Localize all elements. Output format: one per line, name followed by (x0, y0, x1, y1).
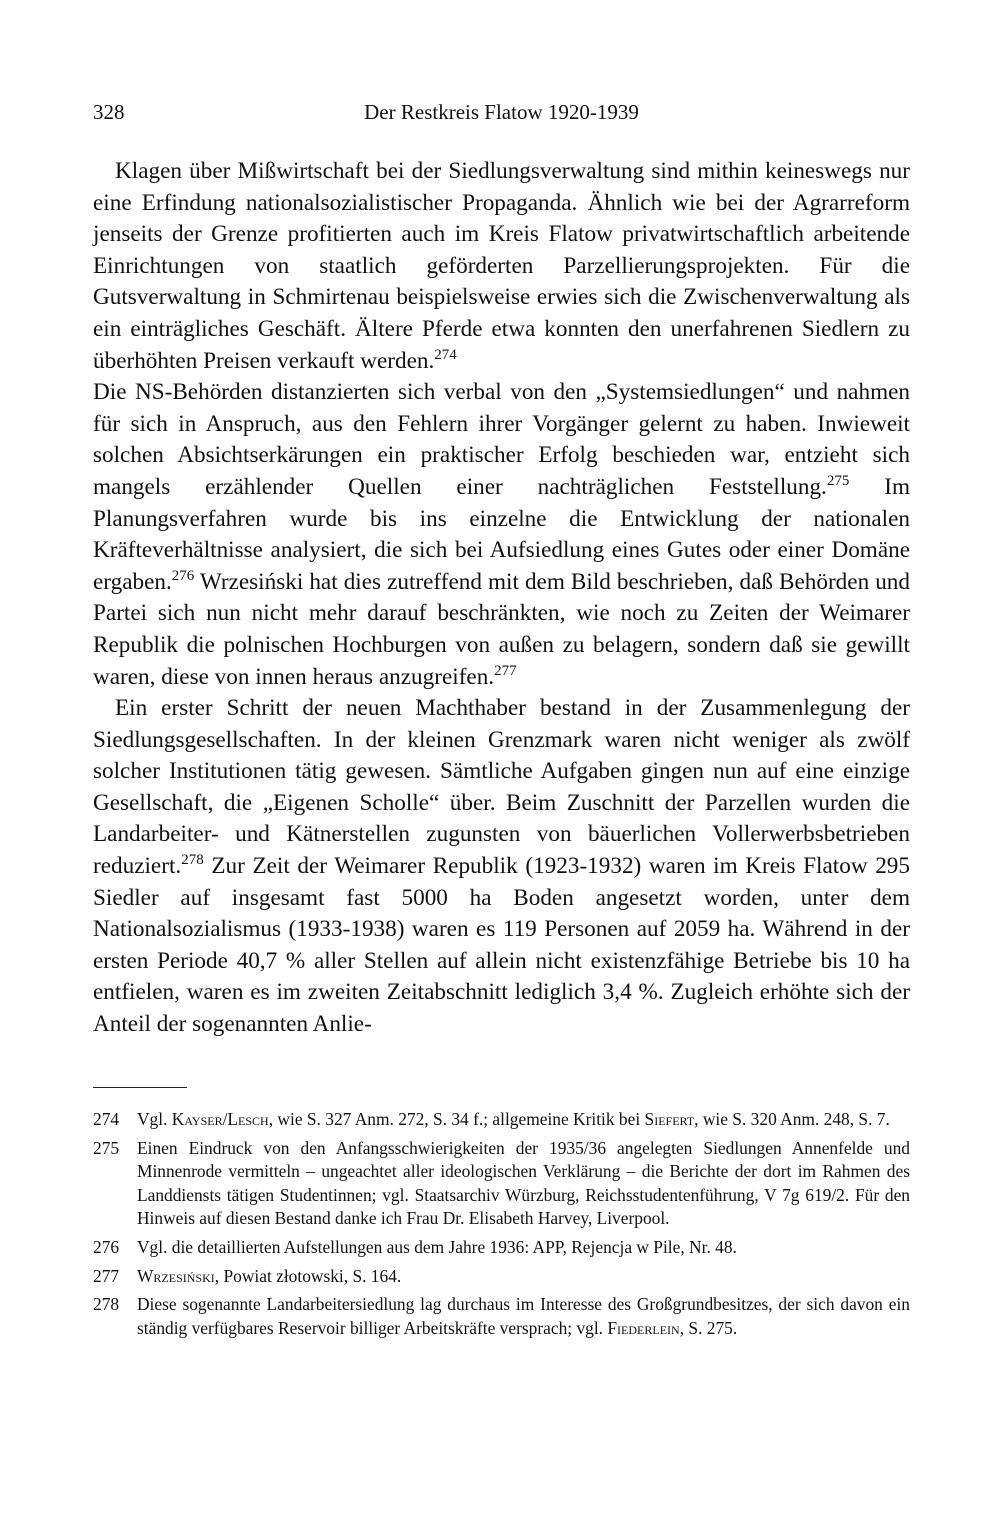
main-text (93, 156, 910, 1041)
footnote-ref: 278 (181, 852, 204, 869)
running-title: Der Restkreis Flatow 1920-1939 (364, 100, 639, 124)
footnote-275 (93, 1137, 910, 1231)
footnote-ref: 276 (171, 567, 195, 584)
footnotes (93, 1108, 910, 1345)
footnote-number: 277 (93, 1265, 120, 1286)
footnote-text: Diese sogenannte Landarbeitersiedlung lag durchaus im Interesse des Großgrundbesitzes, der sich davon ein ständig verfügbares Reservoir billiger Arbeitskräfte versprach; vgl. Fiederlein, S. 275. (137, 1294, 910, 1338)
paragraph: Klagen über Mißwirtschaft bei der Siedlungsverwaltung sind mithin keineswegs nur eine Erfindung nationalsozialistischer Propaganda. Ähnlich wie bei der Agrarreform jenseits der Grenze profitierten auch im Kreis Flatow privatwirtschaftlich arbeitende Einrichtungen von staatlich geförderten Parzellierungsprojekten. Für die Gutsverwaltung in Schmirtenau beispielsweise erwies sich die Zwischenverwaltung als ein einträgliches Geschäft. Ältere Pferde etwa konnten den unerfahrenen Siedlern zu überhöhten Preisen verkauft werden.$^{274}$ (93, 158, 910, 374)
footnote-text: Vgl. Kayser/Lesch, wie S. 327 Anm. 272, S. 34 f.; allgemeine Kritik bei Siefert, wie S. 320 Anm. 248, S. 7. (137, 1109, 890, 1129)
footnote-274 (93, 1108, 910, 1132)
footnote-ref: 274 (434, 346, 457, 363)
footnote-ref: 275 (826, 472, 850, 489)
paragraph: Ein erster Schritt der neuen Machthaber bestand in der Zusammenlegung der Siedlungsgesellschaften. In der kleinen Grenzmark waren nicht weniger als zwölf solcher Institutionen tätig gewesen. Sämtliche Aufgaben gingen nun auf eine einzige Gesellschaft, die „Eigenen Scholle“ über. Beim Zuschnitt der Parzellen wurden die Landarbeiter- und Kätnerstellen zugunsten von bäuerlichen Vollerwerbsbetrieben reduziert.$^{278}$ Zur Zeit der Weimarer Republik (1923-1932) waren im Kreis Flatow 295 Siedler auf insgesamt fast 5000 ha Boden angesetzt worden, unter dem Nationalsozialismus (1933-1938) waren es 119 Personen auf 2059 ha. Während in der ersten Periode 40,7 % aller Stellen auf allein nicht existenzfähige Betriebe bis 10 ha entfielen, waren es im zweiten Zeitabschnitt lediglich 3,4 %. Zugleich erhöhte sich der Anteil der sogenannten Anlie- (93, 695, 910, 1038)
footnote-number: 276 (93, 1236, 120, 1257)
footnote-277 (93, 1265, 910, 1289)
paragraph: Die NS-Behörden distanzierten sich verbal von den „Systemsiedlungen“ und nahmen für sich in Anspruch, aus den Fehlern ihrer Vorgänger gelernt zu haben. Inwieweit solchen Absichtserkärungen ein praktischer Erfolg beschieden war, entzieht sich mangels erzählender Quellen einer nachträglichen Feststellung.$^{275}$ Im Planungsverfahren wurde bis ins einzelne die Entwicklung der nationalen Kräfteverhältnisse analysiert, die sich bei Aufsiedlung eines Gutes oder einer Domäne ergaben.$^{276}$ Wrzesiński hat dies zutreffend mit dem Bild beschrieben, daß Behörden und Partei sich nun nicht mehr darauf beschränkten, wie noch zu Zeiten der Weimarer Republik die polnischen Hochburgen von außen zu belagern, sondern daß sie gewillt waren, diese von innen heraus anzugreifen.$^{277}$ (93, 379, 910, 690)
footnote-276 (93, 1236, 910, 1260)
footnote-number: 278 (93, 1294, 120, 1315)
footnote-278 (93, 1293, 910, 1340)
footnote-text: Wrzesiński, Powiat złotowski, S. 164. (137, 1265, 402, 1286)
page-number: 328 (93, 100, 125, 124)
footnote-ref: 277 (494, 662, 517, 679)
page-header (93, 100, 910, 130)
footnote-number: 275 (93, 1137, 120, 1158)
footnote-number: 274 (93, 1109, 120, 1129)
footnote-divider (93, 1087, 187, 1088)
footnote-text: Vgl. die detaillierten Aufstellungen aus dem Jahre 1936: APP, Rejencja w Pile, Nr. 48. (137, 1236, 737, 1257)
footnote-text: Einen Eindruck von den Anfangsschwierigkeiten der 1935/36 angelegten Siedlungen Annenfelde und Minnenrode vermitteln – ungeachtet aller ideologischen Verklärung – die Berichte der dort im Rahmen des Landdiensts tätigen Studentinnen; vgl. Staatsarchiv Würzburg, Reichsstudentenführung, V 7g 619/2. Für den Hinweis auf diesen Bestand danke ich Frau Dr. Elisabeth Harvey, Liverpool. (137, 1137, 910, 1229)
